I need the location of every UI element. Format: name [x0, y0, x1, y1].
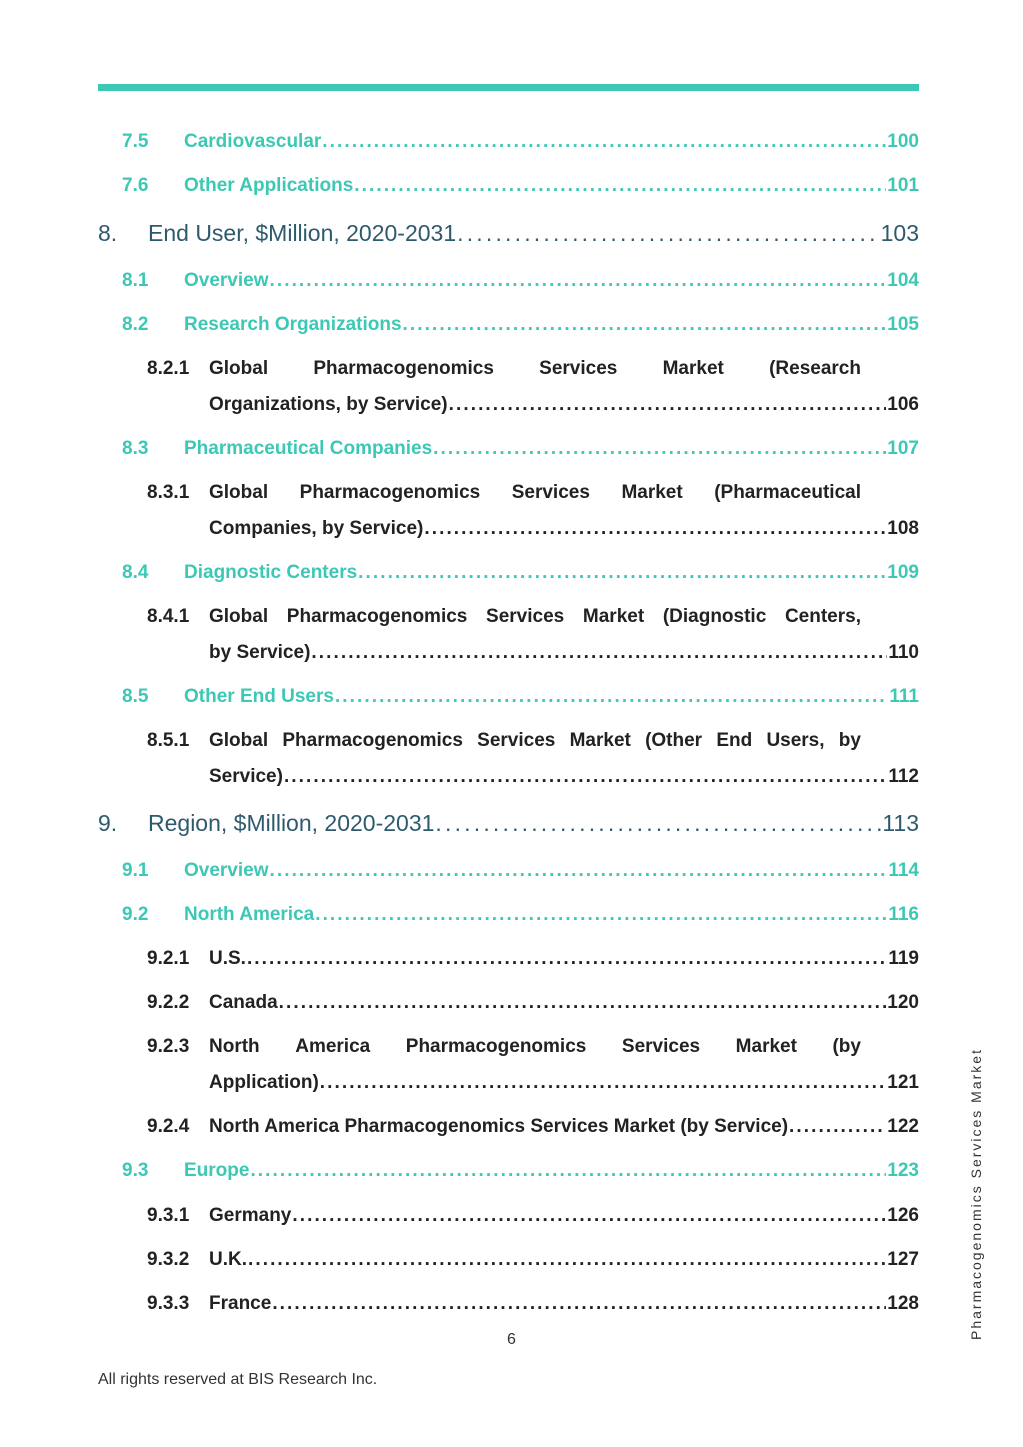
- dot-leader: [789, 1116, 886, 1138]
- toc-page: 123: [887, 1160, 919, 1181]
- toc-number: 8.3.1: [147, 482, 190, 503]
- toc-number: 9.2: [122, 904, 149, 925]
- toc-title-word: Services: [477, 730, 556, 751]
- toc-title: Canada: [209, 992, 278, 1013]
- toc-title: Other Applications: [184, 175, 354, 196]
- toc-page: 116: [888, 904, 919, 925]
- toc-number: 9.2.3: [147, 1036, 190, 1057]
- toc-title: Germany: [209, 1205, 292, 1226]
- dot-leader: [248, 1249, 886, 1271]
- top-accent-bar: [98, 84, 919, 91]
- dot-leader: [272, 1293, 886, 1315]
- toc-title-word: Global: [209, 358, 269, 379]
- toc-number: 8.2: [122, 314, 149, 335]
- toc-title: Other End Users: [184, 686, 334, 707]
- toc-title-word: Market: [662, 358, 724, 379]
- toc-page: 119: [888, 948, 919, 969]
- toc-number: 9.1: [122, 860, 149, 881]
- toc-title: U.S.: [209, 948, 246, 969]
- toc-number: 9.2.1: [147, 948, 190, 969]
- dot-leader: [279, 992, 887, 1014]
- toc-title-word: (Other: [645, 730, 703, 751]
- toc-title: Service): [209, 766, 283, 787]
- toc-title-word: Services: [486, 606, 565, 627]
- toc-title: Pharmaceutical Companies: [184, 438, 433, 459]
- toc-title-word: Pharmacogenomics: [405, 1036, 587, 1057]
- toc-title: Diagnostic Centers: [184, 562, 358, 583]
- toc-title-word: Pharmacogenomics: [313, 358, 494, 379]
- dot-leader: [247, 948, 887, 970]
- toc-page: 113: [882, 810, 919, 836]
- dot-leader: [433, 438, 886, 460]
- toc-page: 120: [887, 992, 919, 1013]
- dot-leader: [311, 642, 887, 664]
- dot-leader: [435, 810, 881, 837]
- toc-title-word: Global: [209, 730, 269, 751]
- dot-leader: [292, 1205, 886, 1227]
- toc-title-word: (Research: [769, 358, 861, 379]
- toc-number: 8.3: [122, 438, 149, 459]
- toc-number: 9.: [98, 810, 118, 836]
- toc-page: 126: [887, 1205, 919, 1226]
- toc-number: 7.5: [122, 131, 149, 152]
- toc-page: 122: [887, 1116, 919, 1137]
- toc-title-word: Services: [539, 358, 618, 379]
- page-number: 6: [507, 1331, 516, 1348]
- toc-title: Organizations, by Service): [209, 394, 448, 415]
- toc-title: U.K.: [209, 1249, 247, 1270]
- toc-page: 121: [887, 1072, 919, 1093]
- toc-title-word: End: [716, 730, 753, 751]
- toc-title: France: [209, 1293, 272, 1314]
- toc-number: 9.3.1: [147, 1205, 190, 1226]
- toc-title-word: Pharmacogenomics: [286, 606, 468, 627]
- dot-leader: [424, 518, 886, 540]
- toc-page: 111: [889, 686, 919, 707]
- toc-page: 105: [887, 314, 919, 335]
- toc-title: Overview: [184, 860, 269, 881]
- toc-title-word: (by: [832, 1036, 861, 1057]
- toc-number: 7.6: [122, 175, 149, 196]
- toc-title: by Service): [209, 642, 311, 663]
- dot-leader: [270, 860, 888, 882]
- toc-title-word: Market: [621, 482, 683, 503]
- toc-page: 104: [887, 270, 919, 291]
- dot-leader: [322, 131, 886, 153]
- toc-title: North America Pharmacogenomics Services Market (by Service): [209, 1116, 789, 1137]
- toc-title-word: Market: [735, 1036, 797, 1057]
- toc-title: Overview: [184, 270, 269, 291]
- dot-leader: [335, 686, 888, 708]
- toc-title-word: Pharmacogenomics: [282, 730, 463, 751]
- dot-leader: [403, 314, 887, 336]
- toc-number: 9.2.4: [147, 1116, 190, 1137]
- toc-title: Application): [209, 1072, 319, 1093]
- toc-title-word: Services: [621, 1036, 701, 1057]
- dot-leader: [358, 562, 886, 584]
- toc-title: Research Organizations: [184, 314, 402, 335]
- footer-copyright: All rights reserved at BIS Research Inc.: [98, 1371, 378, 1388]
- toc-page: 112: [888, 766, 919, 787]
- toc-title: Companies, by Service): [209, 518, 424, 539]
- dot-leader: [457, 220, 879, 247]
- toc-title-word: Market: [569, 730, 631, 751]
- dot-leader: [320, 1072, 887, 1094]
- toc-title: End User, $Million, 2020-2031: [148, 220, 457, 246]
- toc-title-word: Centers,: [784, 606, 861, 627]
- toc-title-word: Global: [209, 606, 269, 627]
- toc-title: Cardiovascular: [184, 131, 322, 152]
- toc-page: 110: [888, 642, 919, 663]
- toc-page: 103: [880, 220, 919, 246]
- toc-title: North America: [184, 904, 315, 925]
- toc-title-word: Pharmacogenomics: [299, 482, 481, 503]
- toc-title-word: Users,: [766, 730, 825, 751]
- toc-number: 9.3.2: [147, 1249, 190, 1270]
- dot-leader: [354, 175, 886, 197]
- toc-number: 8.5: [122, 686, 149, 707]
- toc-page: 109: [887, 562, 919, 583]
- toc-page: 108: [887, 518, 919, 539]
- toc-page: 106: [887, 394, 919, 415]
- toc-number: 8.4: [122, 562, 149, 583]
- dot-leader: [250, 1160, 886, 1182]
- toc-number: 8.4.1: [147, 606, 190, 627]
- toc-page: 100: [887, 131, 919, 152]
- toc-number: 8.5.1: [147, 730, 190, 751]
- dot-leader: [284, 766, 887, 788]
- dot-leader: [270, 270, 887, 292]
- toc-number: 8.2.1: [147, 358, 190, 379]
- toc-title-word: North: [209, 1036, 260, 1057]
- toc-title-word: (Pharmaceutical: [714, 482, 861, 503]
- dot-leader: [449, 394, 887, 416]
- toc-title: Region, $Million, 2020-2031: [148, 810, 435, 836]
- toc-page: 101: [887, 175, 919, 196]
- toc-number: 9.3: [122, 1160, 149, 1181]
- toc-number: 8.1: [122, 270, 149, 291]
- toc-title-word: America: [295, 1036, 371, 1057]
- toc-title-word: by: [838, 730, 861, 751]
- toc-number: 9.2.2: [147, 992, 190, 1013]
- toc-title-word: Services: [511, 482, 590, 503]
- toc-page: 114: [888, 860, 919, 881]
- toc-title: Europe: [184, 1160, 250, 1181]
- dot-leader: [315, 904, 887, 926]
- toc-title-word: Market: [582, 606, 645, 627]
- toc-title-word: (Diagnostic: [662, 606, 767, 627]
- toc-title-word: Global: [209, 482, 269, 503]
- toc-number: 9.3.3: [147, 1293, 190, 1314]
- toc-page: 128: [887, 1293, 919, 1314]
- toc-number: 8.: [98, 220, 118, 246]
- toc-page: 127: [887, 1249, 919, 1270]
- toc-page: 107: [887, 438, 919, 459]
- sidebar-title: Pharmacogenomics Services Market: [968, 1048, 984, 1340]
